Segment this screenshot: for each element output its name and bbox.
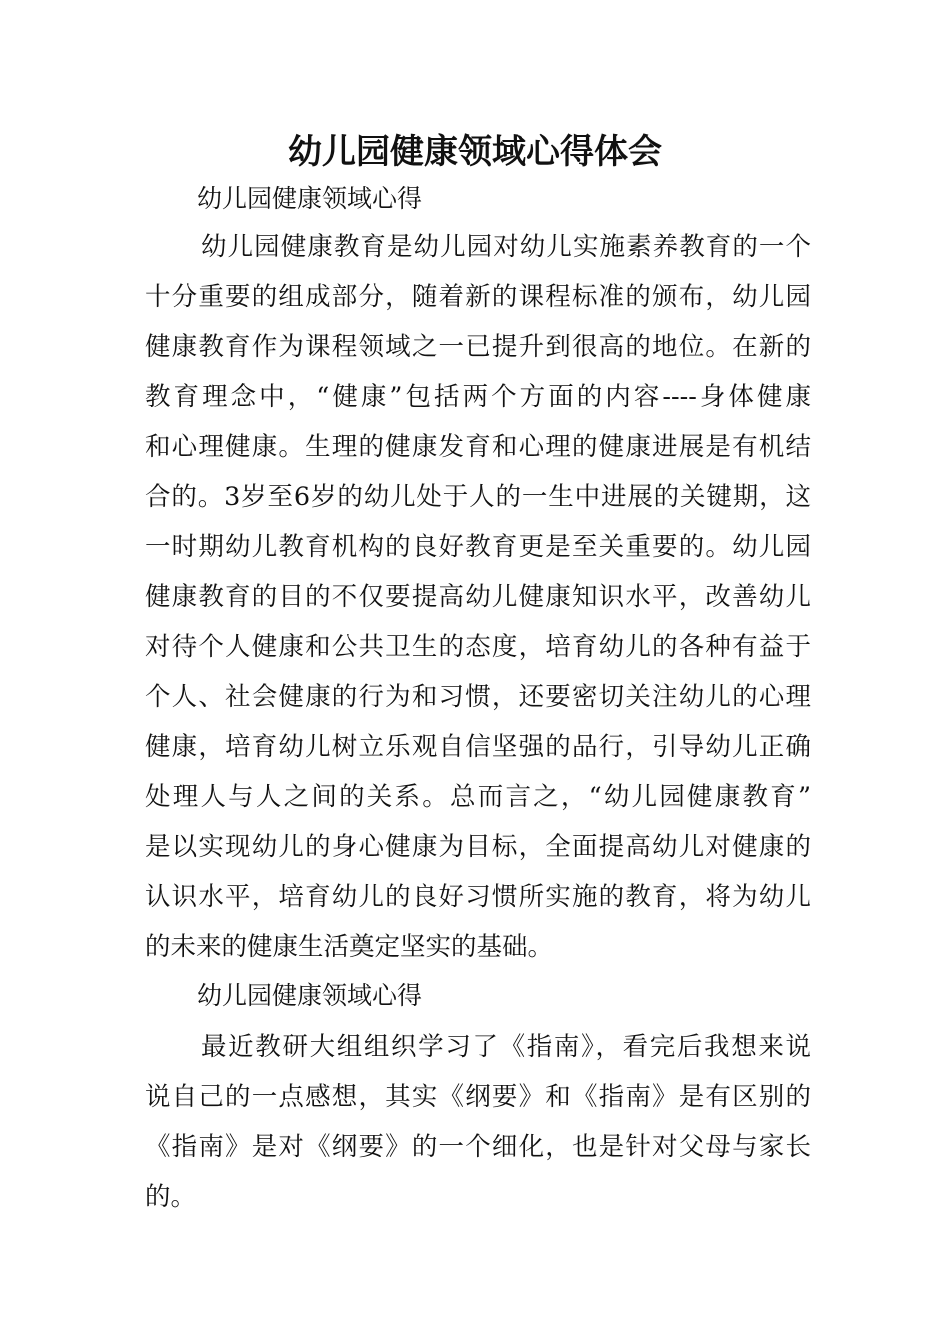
paragraph-line: 《指南》是对《纲要》的一个细化，也是针对父母与家长 xyxy=(145,1132,811,1162)
paragraph-line: 认识水平，培育幼儿的良好习惯所实施的教育，将为幼儿 xyxy=(145,882,811,912)
paragraph-line: 幼儿园健康教育是幼儿园对幼儿实施素养教育的一个 xyxy=(201,232,811,262)
paragraph-line: 对待个人健康和公共卫生的态度，培育幼儿的各种有益于 xyxy=(145,632,811,662)
paragraph-line: 个人、社会健康的行为和习惯，还要密切关注幼儿的心理 xyxy=(145,682,811,712)
section-paragraph-2 xyxy=(145,1022,811,1222)
paragraph-line: 一时期幼儿教育机构的良好教育更是至关重要的。幼儿园 xyxy=(145,532,811,562)
paragraph-line: 的。 xyxy=(145,1182,197,1212)
section-heading-2: 幼儿园健康领域心得 xyxy=(197,981,423,1010)
paragraph-line: 十分重要的组成部分，随着新的课程标准的颁布，幼儿园 xyxy=(145,282,811,312)
paragraph-line: 最近教研大组组织学习了《指南》，看完后我想来说 xyxy=(201,1032,811,1062)
paragraph-line: 说自己的一点感想，其实《纲要》和《指南》是有区别的 xyxy=(145,1082,811,1112)
document-title: 幼儿园健康领域心得体会 xyxy=(288,132,662,172)
paragraph-line: 是以实现幼儿的身心健康为目标，全面提高幼儿对健康的 xyxy=(145,832,811,862)
paragraph-line: 教育理念中，“健康”包括两个方面的内容----身体健康 xyxy=(145,382,811,412)
paragraph-line: 健康教育的目的不仅要提高幼儿健康知识水平，改善幼儿 xyxy=(145,582,811,612)
section-paragraph-1 xyxy=(145,222,811,972)
paragraph-line: 合的。3岁至6岁的幼儿处于人的一生中进展的关键期，这 xyxy=(145,482,811,512)
paragraph-line: 处理人与人之间的关系。总而言之，“幼儿园健康教育” xyxy=(145,782,811,812)
section-heading-1: 幼儿园健康领域心得 xyxy=(197,184,423,213)
paragraph-line: 健康教育作为课程领域之一已提升到很高的地位。在新的 xyxy=(145,332,811,362)
paragraph-line: 和心理健康。生理的健康发育和心理的健康进展是有机结 xyxy=(145,432,811,462)
paragraph-line: 健康，培育幼儿树立乐观自信坚强的品行，引导幼儿正确 xyxy=(145,732,811,762)
paragraph-line: 的未来的健康生活奠定坚实的基础。 xyxy=(145,932,554,962)
